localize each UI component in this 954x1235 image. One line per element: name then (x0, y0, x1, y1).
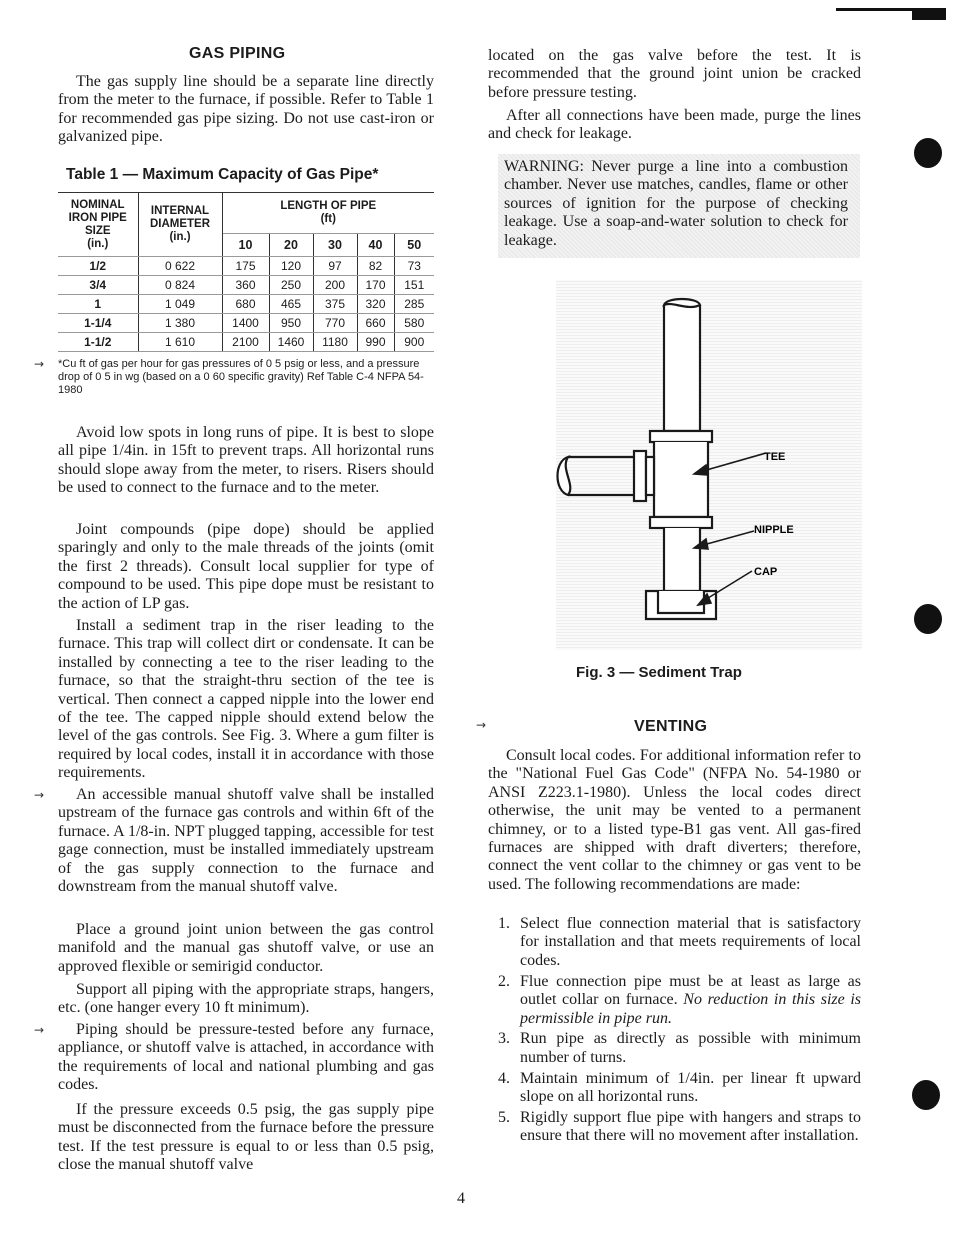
page-number: 4 (457, 1190, 465, 1207)
paragraph-sediment-trap: Install a sediment trap in the riser leading to the furnace. This trap will collect dirt or condensate. It can be installed by connecting a tee to the riser leading to the furnace, so that the straight-thru section of the tee is vertical. Then connect a capped nipple into the lower end of the tee. The capped nipple should extend below the level of the gas controls. See Fig. 3. Where a gum filter is required by local codes, install it in accordance with those requirements. (58, 617, 434, 782)
revision-arrow: → (34, 357, 45, 371)
nipple-pipe (664, 528, 700, 597)
continued-paragraph: located on the gas valve before the test. It is recommended that the ground joint union be cracked before pressure testing. (488, 47, 861, 101)
paragraph-shutoff-valve: An accessible manual shutoff valve shall be installed upstream of the furnace gas controls and within 6ft of the furnace. A 1/8-in. NPT plugged tapping, accessible for test gage connection, must be installed immediately upstream of the gas supply connection to the furnace and downstream from the manual shutoff valve. (58, 786, 434, 896)
warning-text: WARNING: Never purge a line into a combustion chamber. Never use matches, candles, flame or other sources of ignition for the purpose of checking leakage. Use a soap-and-water solution to check for leakage. (504, 158, 848, 249)
length-50: 50 (394, 234, 434, 257)
nipple-label: NIPPLE (754, 524, 794, 536)
binder-hole-mark (912, 1080, 940, 1110)
paragraph-support: Support all piping with the appropriate straps, hangers, etc. (one hanger every 10 ft minimum). (58, 981, 434, 1017)
venting-intro: Consult local codes. For additional information refer to the "National Fuel Gas Code" (NFPA No. 54-1980 or ANSI Z223.1-1980). Unless the local codes direct otherwise, the unit may be vented to a permanent chimney, or to a listed type-B1 gas vent. All gas-fired furnaces are shipped with draft diverters; therefore, connect the vent collar to the chimney or gas vent to be used. The following recommendations are made: (488, 747, 861, 893)
table-title: Table 1 — Maximum Capacity of Gas Pipe* (66, 166, 379, 183)
revision-arrow: → (34, 788, 45, 802)
table-row: 1-1/4 1 380 1400 950 770 660 580 (58, 314, 434, 333)
table-footnote: → *Cu ft of gas per hour for gas pressures of 0 5 psig or less, and a pressure drop of 0 5 in wg (based on a 0 60 specific gravity) Ref Table C-4 NFPA 54-1980 (34, 357, 424, 397)
list-item: 1. Select flue connection material that is satisfactory for installation and that meets requirements of local codes. (498, 915, 861, 969)
riser-pipe (664, 305, 700, 431)
tee-side-flange (634, 451, 646, 501)
paragraph-ground-joint: Place a ground joint union between the gas control manifold and the manual gas shutoff valve, or use an approved flexible or semirigid conductor. (58, 921, 434, 975)
list-item: 4. Maintain minimum of 1/4in. per linear ft upward slope on all horizontal runs. (498, 1069, 861, 1106)
cap-label: CAP (754, 566, 778, 578)
table-row: 1/2 0 622 175 120 97 82 73 (58, 257, 434, 276)
warning-box (498, 154, 860, 258)
table-row: 1 1 049 680 465 375 320 285 (58, 295, 434, 314)
length-of-pipe-header: LENGTH OF PIPE (ft) (222, 193, 434, 234)
figure-caption: Fig. 3 — Sediment Trap (576, 664, 742, 681)
gas-pipe-capacity-table (58, 192, 434, 352)
paragraph-joint-compounds: Joint compounds (pipe dope) should be applied sparingly and only to the male threads of the joints (omit the first 2 threads). Consult local supplier for type of compound to be used. This pipe dope must be resistant to the action of LP gas. (58, 521, 434, 612)
list-item: 2. Flue connection pipe must be at least as large as outlet collar on furnace. No reduction in this size is permissible in pipe run. (498, 972, 862, 1027)
cap-inner (658, 591, 704, 613)
inlet-pipe-break-icon (558, 457, 571, 495)
tee-side-outlet (646, 457, 654, 495)
gas-piping-intro: The gas supply line should be a separate line directly from the meter to the furnace, if possible. Refer to Table 1 for recommended gas pipe sizing. Do not use cast-iron or galvanized pipe. (58, 73, 434, 146)
purge-paragraph: After all connections have been made, purge the lines and check for leakage. (488, 107, 861, 143)
list-item: 5. Rigidly support flue pipe with hangers and straps to ensure that there will no movement after installation. (498, 1109, 861, 1145)
paragraph-pressure-exceeds: If the pressure exceeds 0.5 psig, the gas supply pipe must be disconnected from the furnace before the pressure test. If the test pressure is equal to or less than 0.5 psig, close the manual shutoff valve (58, 1101, 434, 1174)
gas-piping-heading: GAS PIPING (189, 45, 286, 62)
tee-bottom-collar (650, 517, 712, 528)
list-item: 3. Run pipe as directly as possible with minimum number of turns. (498, 1030, 861, 1066)
length-40: 40 (357, 234, 394, 257)
nominal-size-header: NOMINAL IRON PIPE SIZE (in.) (58, 193, 138, 257)
internal-diameter-header: INTERNAL DIAMETER (in.) (138, 193, 222, 257)
paragraph-pressure-test: Piping should be pressure-tested before any furnace, appliance, or shutoff valve is attached, in accordance with the requirements of local and national plumbing and gas codes. (58, 1021, 434, 1094)
corner-mark (836, 8, 946, 20)
table-row: 3/4 0 824 360 250 200 170 151 (58, 276, 434, 295)
revision-arrow: → (34, 1023, 45, 1037)
paragraph-low-spots: Avoid low spots in long runs of pipe. It is best to slope all pipe 1/4in. in 15ft to prevent traps. All horizontal runs should slope away from the meter, to risers. Risers should be used to connect to the furnace and to the meter. (58, 424, 434, 497)
tee-label: TEE (764, 451, 786, 463)
length-10: 10 (222, 234, 269, 257)
tee-top-collar (650, 431, 712, 442)
horizontal-inlet-pipe (568, 457, 634, 495)
tee-body (654, 442, 708, 517)
venting-heading: VENTING (634, 718, 708, 735)
venting-recommendations (488, 915, 861, 1148)
length-20: 20 (269, 234, 313, 257)
binder-hole-mark (914, 138, 942, 168)
sediment-trap-diagram (548, 285, 868, 625)
revision-arrow: → (476, 718, 487, 732)
length-30: 30 (313, 234, 357, 257)
table-row: 1-1/2 1 610 2100 1460 1180 990 900 (58, 333, 434, 352)
binder-hole-mark (914, 604, 942, 634)
